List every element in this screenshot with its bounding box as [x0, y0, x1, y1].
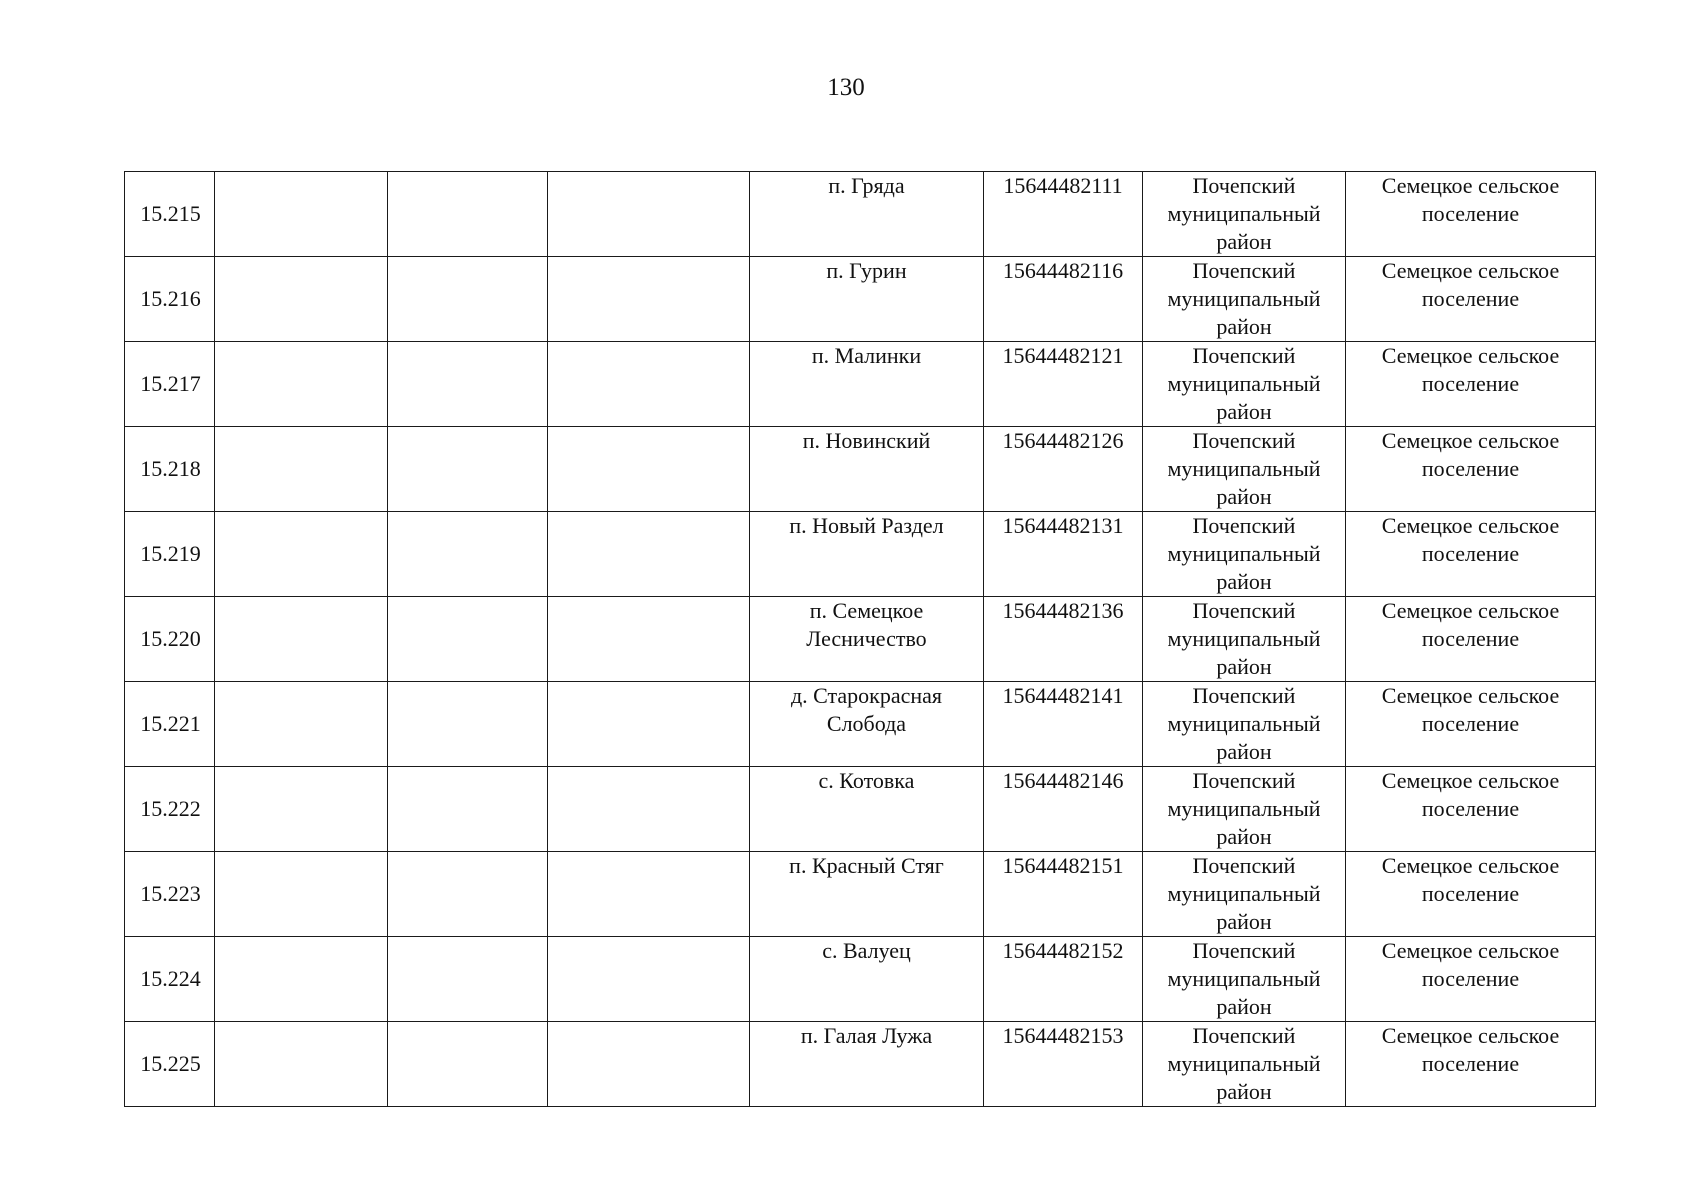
- row-number-cell: 15.218: [125, 427, 215, 512]
- code-cell: 15644482111: [984, 172, 1143, 257]
- table-row: [125, 172, 1596, 257]
- empty-cell: [388, 427, 548, 512]
- district-cell: Почепский муниципальный район: [1143, 1022, 1346, 1107]
- code-cell: 15644482136: [984, 597, 1143, 682]
- row-number-cell: 15.217: [125, 342, 215, 427]
- code-cell: 15644482131: [984, 512, 1143, 597]
- empty-cell: [548, 172, 750, 257]
- empty-cell: [548, 597, 750, 682]
- empty-cell: [388, 767, 548, 852]
- settlement-cell: Семецкое сельское поселение: [1346, 172, 1596, 257]
- settlement-cell: Семецкое сельское поселение: [1346, 342, 1596, 427]
- empty-cell: [548, 937, 750, 1022]
- settlement-cell: Семецкое сельское поселение: [1346, 682, 1596, 767]
- locality-cell: п. Новый Раздел: [750, 512, 984, 597]
- code-cell: 15644482152: [984, 937, 1143, 1022]
- settlement-cell: Семецкое сельское поселение: [1346, 597, 1596, 682]
- empty-cell: [548, 427, 750, 512]
- empty-cell: [215, 512, 388, 597]
- table-row: [125, 512, 1596, 597]
- code-cell: 15644482121: [984, 342, 1143, 427]
- empty-cell: [548, 342, 750, 427]
- empty-cell: [215, 682, 388, 767]
- table-body: [125, 172, 1596, 1107]
- empty-cell: [388, 597, 548, 682]
- district-cell: Почепский муниципальный район: [1143, 342, 1346, 427]
- table-row: [125, 1022, 1596, 1107]
- empty-cell: [215, 172, 388, 257]
- empty-cell: [215, 597, 388, 682]
- empty-cell: [548, 767, 750, 852]
- page-number: 130: [827, 74, 865, 101]
- empty-cell: [548, 257, 750, 342]
- row-number-cell: 15.215: [125, 172, 215, 257]
- table-row: [125, 937, 1596, 1022]
- empty-cell: [388, 257, 548, 342]
- empty-cell: [388, 937, 548, 1022]
- locality-cell: с. Котовка: [750, 767, 984, 852]
- district-cell: Почепский муниципальный район: [1143, 852, 1346, 937]
- locality-cell: п. Семецкое Лесничество: [750, 597, 984, 682]
- settlement-cell: Семецкое сельское поселение: [1346, 512, 1596, 597]
- empty-cell: [388, 342, 548, 427]
- district-cell: Почепский муниципальный район: [1143, 597, 1346, 682]
- row-number-cell: 15.222: [125, 767, 215, 852]
- row-number-cell: 15.220: [125, 597, 215, 682]
- code-cell: 15644482126: [984, 427, 1143, 512]
- row-number-cell: 15.224: [125, 937, 215, 1022]
- code-cell: 15644482153: [984, 1022, 1143, 1107]
- registry-table: [124, 171, 1596, 1107]
- row-number-cell: 15.225: [125, 1022, 215, 1107]
- settlement-cell: Семецкое сельское поселение: [1346, 767, 1596, 852]
- district-cell: Почепский муниципальный район: [1143, 427, 1346, 512]
- settlement-cell: Семецкое сельское поселение: [1346, 1022, 1596, 1107]
- settlement-cell: Семецкое сельское поселение: [1346, 852, 1596, 937]
- empty-cell: [215, 342, 388, 427]
- table-row: [125, 597, 1596, 682]
- empty-cell: [548, 1022, 750, 1107]
- table-row: [125, 852, 1596, 937]
- empty-cell: [548, 852, 750, 937]
- district-cell: Почепский муниципальный район: [1143, 937, 1346, 1022]
- table-row: [125, 257, 1596, 342]
- district-cell: Почепский муниципальный район: [1143, 767, 1346, 852]
- locality-cell: п. Красный Стяг: [750, 852, 984, 937]
- table-row: [125, 427, 1596, 512]
- settlement-cell: Семецкое сельское поселение: [1346, 257, 1596, 342]
- empty-cell: [548, 512, 750, 597]
- empty-cell: [388, 512, 548, 597]
- code-cell: 15644482151: [984, 852, 1143, 937]
- row-number-cell: 15.216: [125, 257, 215, 342]
- row-number-cell: 15.221: [125, 682, 215, 767]
- empty-cell: [215, 767, 388, 852]
- empty-cell: [215, 427, 388, 512]
- code-cell: 15644482146: [984, 767, 1143, 852]
- district-cell: Почепский муниципальный район: [1143, 682, 1346, 767]
- district-cell: Почепский муниципальный район: [1143, 172, 1346, 257]
- code-cell: 15644482116: [984, 257, 1143, 342]
- empty-cell: [388, 682, 548, 767]
- locality-cell: п. Гряда: [750, 172, 984, 257]
- locality-cell: п. Гурин: [750, 257, 984, 342]
- code-cell: 15644482141: [984, 682, 1143, 767]
- empty-cell: [548, 682, 750, 767]
- empty-cell: [388, 1022, 548, 1107]
- row-number-cell: 15.219: [125, 512, 215, 597]
- settlement-cell: Семецкое сельское поселение: [1346, 937, 1596, 1022]
- district-cell: Почепский муниципальный район: [1143, 512, 1346, 597]
- locality-cell: п. Новинский: [750, 427, 984, 512]
- locality-cell: п. Галая Лужа: [750, 1022, 984, 1107]
- empty-cell: [388, 852, 548, 937]
- table-row: [125, 682, 1596, 767]
- empty-cell: [215, 852, 388, 937]
- settlement-cell: Семецкое сельское поселение: [1346, 427, 1596, 512]
- locality-cell: п. Малинки: [750, 342, 984, 427]
- locality-cell: д. Старокрасная Слобода: [750, 682, 984, 767]
- row-number-cell: 15.223: [125, 852, 215, 937]
- district-cell: Почепский муниципальный район: [1143, 257, 1346, 342]
- empty-cell: [215, 1022, 388, 1107]
- empty-cell: [388, 172, 548, 257]
- locality-cell: с. Валуец: [750, 937, 984, 1022]
- table-row: [125, 342, 1596, 427]
- empty-cell: [215, 937, 388, 1022]
- empty-cell: [215, 257, 388, 342]
- table-row: [125, 767, 1596, 852]
